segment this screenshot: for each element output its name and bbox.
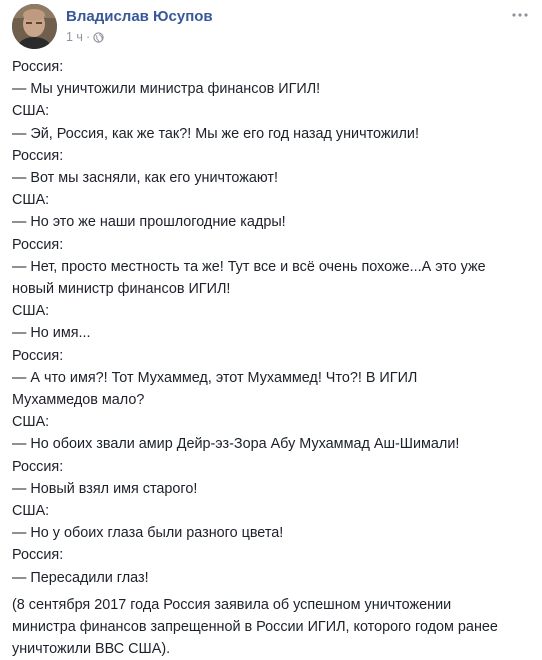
post-line: США: <box>12 103 50 120</box>
avatar[interactable] <box>12 4 57 49</box>
footnote-line: уничтожили ВВС США). <box>12 641 171 658</box>
post-line: США: <box>12 414 50 431</box>
post-line: Россия: <box>12 547 64 564</box>
post-line: — Эй, Россия, как же так?! Мы же его год назад уничтожили! <box>12 125 419 142</box>
meta-separator: · <box>85 30 91 44</box>
post-line: — Но имя... <box>12 325 91 342</box>
post-line: — Мы уничтожили министра финансов ИГИЛ! <box>12 81 321 98</box>
post-meta <box>66 30 104 44</box>
post-line: — Вот мы засняли, как его уничтожают! <box>12 170 278 187</box>
post-line: США: <box>12 192 50 209</box>
post-options-button[interactable] <box>510 6 530 22</box>
post-line: новый министр финансов ИГИЛ! <box>12 281 231 298</box>
post-line: — А что имя?! Тот Мухаммед, этот Мухаммед! Что?! В ИГИЛ <box>12 369 418 386</box>
post-line: — Но у обоих глаза были разного цвета! <box>12 525 284 542</box>
ellipsis-icon <box>512 13 528 17</box>
post-timestamp[interactable]: 1 ч <box>66 30 83 44</box>
post-line: — Но это же наши прошлогодние кадры! <box>12 214 286 231</box>
post-line: Россия: <box>12 458 64 475</box>
post-header <box>12 4 530 52</box>
post-line: США: <box>12 503 50 520</box>
post-line: Мухаммедов мало? <box>12 392 145 409</box>
avatar-image <box>12 4 57 49</box>
globe-icon[interactable] <box>93 32 104 43</box>
post-line: — Но обоих звали амир Дейр-эз-Зора Абу Мухаммад Аш-Шимали! <box>12 436 460 453</box>
post-line: Россия: <box>12 236 64 253</box>
post-footnote <box>12 594 534 660</box>
post-line: — Новый взял имя старого! <box>12 480 198 497</box>
footnote-line: (8 сентября 2017 года Россия заявила об успешном уничтожении <box>12 596 452 613</box>
footnote-line: министра финансов запрещенной в России ИГИЛ, которого годом ранее <box>12 619 498 636</box>
post-line: Россия: <box>12 59 64 75</box>
post-line: — Пересадили глаз! <box>12 569 149 586</box>
post-line: — Нет, просто местность та же! Тут все и всё очень похоже...А это уже <box>12 258 486 275</box>
post-line: Россия: <box>12 347 64 364</box>
author-name[interactable]: Владислав Юсупов <box>66 8 213 25</box>
post-line: США: <box>12 303 50 320</box>
post-line: Россия: <box>12 147 64 164</box>
post-text <box>12 56 534 660</box>
